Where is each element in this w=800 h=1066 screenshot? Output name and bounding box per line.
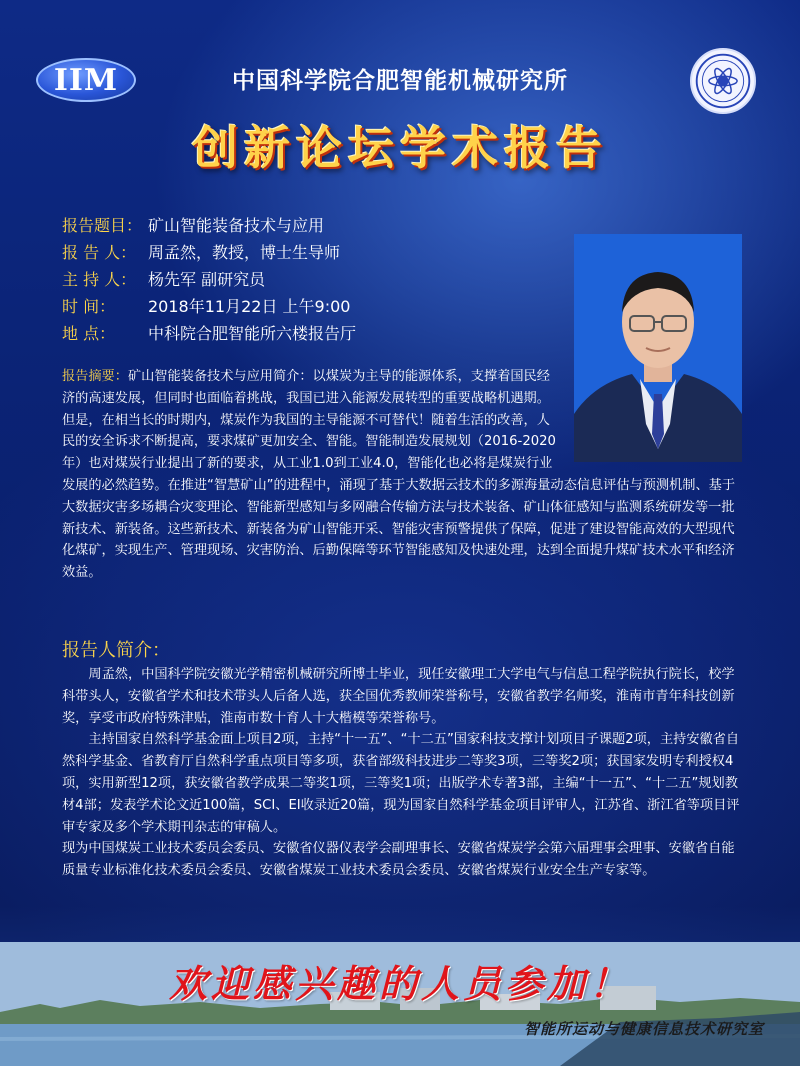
info-topic [62, 212, 562, 239]
bio-paragraph: 周孟然，中国科学院安徽光学精密机械研究所博士毕业，现任安徽理工大学电气与信息工程学院执行院长，校学科带头人，安徽省学术和技术带头人后备人选，获全国优秀教师荣誉称号，安徽省教学名师奖，淮南市青年科技创新奖，享受市政府特殊津贴，淮南市数十育人十大楷模等荣誉称号。 [62, 667, 735, 726]
info-host-value: 杨先军 副研究员 [148, 270, 266, 289]
info-host [62, 266, 562, 293]
info-host-label: 主 持 人： [62, 270, 137, 289]
bio [62, 664, 742, 882]
lab-name: 智能所运动与健康信息技术研究室 [523, 1020, 764, 1038]
info-time [62, 293, 562, 320]
bio-paragraph: 现为中国煤炭工业技术委员会委员、安徽省仪器仪表学会副理事长、安徽省煤炭学会第六届理事会理事、安徽省自能质量专业标准化技术委员会委员、安徽省煤炭工业技术委员会委员、安徽省煤炭行业安全生产专家等。 [62, 841, 735, 879]
info-topic-label: 报告题目： [62, 216, 143, 235]
abstract-text: 矿山智能装备技术与应用简介：以煤炭为主导的能源体系，支撑着国民经济的高速发展，但同时也面临着挑战，我国已进入能源发展转型的重要战略机遇期。但是，在相当长的时期内，煤炭作为我国的主导能源不可替代！随着生活的改善，人民的安全诉求不断提高，要求煤矿更加安全、智能。智能制造发展规划（2016-2020年）也对煤炭行业提出了新的要求，从工业1.0到工业4.0，智能化也必将是煤炭行业发展的必然趋势。在推进“智慧矿山”的进程中，涌现了基于大数据云技术的多源海量动态信息评估与预测机制、基于大数据灾害多场耦合灾变理论、智能新型感知与多网融合传输方法与技术装备、矿山体征感知与监测系统研发等一批新技术、新装备。这些新技术、新装备为矿山智能开采、智能灾害预警提供了保障，促进了建设智能高效的大型现代化煤矿，实现生产、管理现场、灾害防治、后勤保障等环节智能感知及快速处理，达到全面提升煤矿技术水平和经济效益。 [62, 369, 736, 581]
bio-paragraph: 主持国家自然科学基金面上项目2项，主持“十一五”、“十二五”国家科技支撑计划项目子课题2项，主持安徽省自然科学基金、省教育厅自然科学重点项目等多项，获省部级科技进步二等奖3项，三等奖2项；获国家发明专利授权4项，实用新型12项，获安徽省教学成果二等奖1项，三等奖1项；出版学术专著3部，主编“十一五”、“十二五”规划教材4部；发表学术论文近100篇，SCI、EI收录近20篇，现为国家自然科学基金项目评审人，江苏省、浙江省等项目评审专家及多个学术期刊杂志的审稿人。 [62, 732, 740, 835]
welcome-text: 欢迎感兴趣的人员参加！ [168, 961, 631, 1006]
abstract-label: 报告摘要： [62, 369, 128, 384]
info-time-value: 2018年11月22日 上午9:00 [148, 297, 351, 316]
iim-logo-text: IIM [53, 62, 119, 98]
info-place-label: 地 点： [62, 324, 116, 343]
info-speaker-label: 报 告 人： [62, 243, 137, 262]
banner-title: 创新论坛学术报告 [192, 121, 608, 175]
info-speaker [62, 239, 562, 266]
info-topic-value: 矿山智能装备技术与应用 [148, 216, 325, 235]
info-place [62, 320, 562, 347]
bio-title: 报告人简介： [62, 640, 170, 661]
org-title: 中国科学院合肥智能机械研究所 [232, 68, 568, 94]
info-place-value: 中科院合肥智能所六楼报告厅 [148, 324, 357, 343]
info-block [62, 212, 562, 347]
photo-spacer [556, 366, 742, 470]
info-time-label: 时 间： [62, 297, 116, 316]
abstract [62, 366, 742, 584]
cas-emblem-icon [690, 48, 756, 114]
info-speaker-value: 周孟然，教授，博士生导师 [148, 243, 341, 262]
